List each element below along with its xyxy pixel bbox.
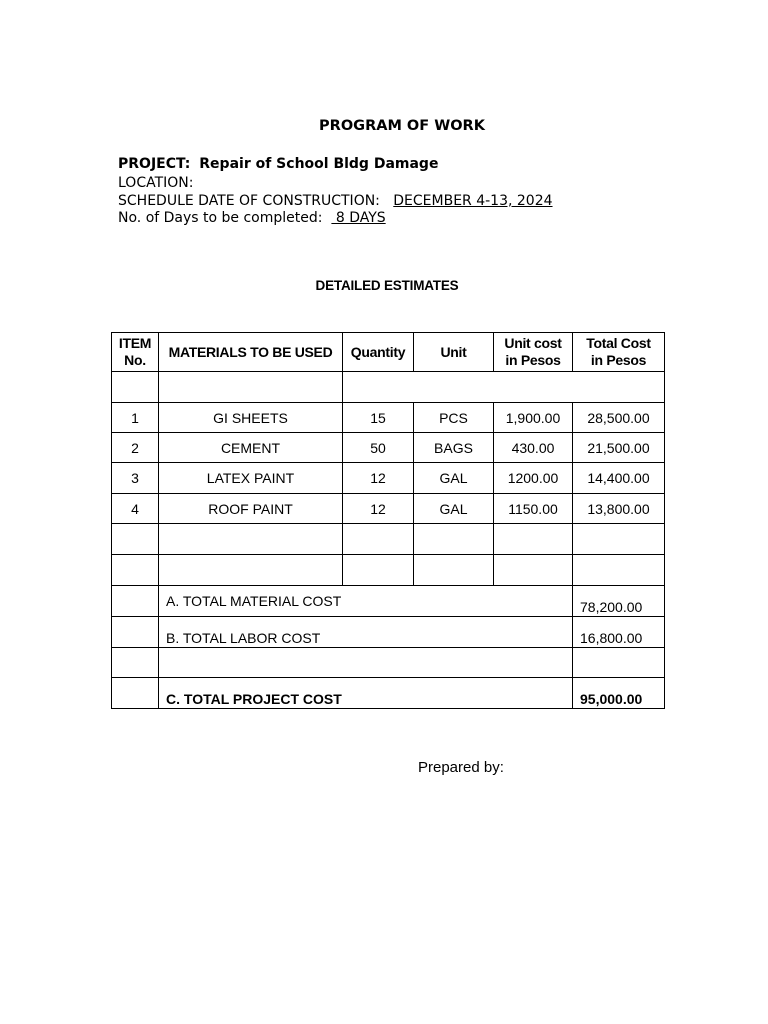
days-label: No. of Days to be completed: <box>118 210 323 226</box>
table-row-blank <box>112 372 665 403</box>
total-project-value: 95,000.00 <box>573 678 665 709</box>
total-project-label: C. TOTAL PROJECT COST <box>159 678 573 709</box>
document-title: PROGRAM OF WORK <box>319 118 485 134</box>
summary-row-project <box>112 678 665 709</box>
total-labor-value: 16,800.00 <box>573 617 665 648</box>
project-label: PROJECT: <box>118 156 191 172</box>
project-value: Repair of School Bldg Damage <box>199 156 439 172</box>
table-header-row <box>112 333 665 372</box>
total-labor-label: B. TOTAL LABOR COST <box>159 617 573 648</box>
days-value: 8 DAYS <box>331 210 386 226</box>
table-row-empty <box>112 555 665 586</box>
summary-row-blank <box>112 648 665 678</box>
table-row: 2 CEMENT 50 BAGS 430.00 21,500.00 <box>112 433 665 463</box>
location-label: LOCATION: <box>118 175 194 191</box>
header-item-no: ITEM No. <box>112 333 159 372</box>
total-material-value: 78,200.00 <box>573 586 665 617</box>
project-line <box>118 155 438 173</box>
days-line <box>118 209 386 227</box>
prepared-by-label: Prepared by: <box>418 759 504 776</box>
header-total-cost: Total Cost in Pesos <box>573 333 665 372</box>
header-unit: Unit <box>414 333 494 372</box>
total-material-label: A. TOTAL MATERIAL COST <box>159 586 573 617</box>
schedule-value: DECEMBER 4-13, 2024 <box>393 193 553 209</box>
table-row-empty <box>112 524 665 555</box>
table-row: 1 GI SHEETS 15 PCS 1,900.00 28,500.00 <box>112 403 665 433</box>
table-row: 4 ROOF PAINT 12 GAL 1150.00 13,800.00 <box>112 494 665 524</box>
header-quantity: Quantity <box>343 333 414 372</box>
estimates-table <box>111 332 665 709</box>
summary-row-labor <box>112 617 665 648</box>
table-row: 3 LATEX PAINT 12 GAL 1200.00 14,400.00 <box>112 463 665 494</box>
header-unit-cost: Unit cost in Pesos <box>494 333 573 372</box>
header-materials: MATERIALS TO BE USED <box>159 333 343 372</box>
schedule-line <box>118 192 553 210</box>
section-subtitle: DETAILED ESTIMATES <box>315 278 459 293</box>
schedule-label: SCHEDULE DATE OF CONSTRUCTION: <box>118 193 380 209</box>
summary-row-material <box>112 586 665 617</box>
